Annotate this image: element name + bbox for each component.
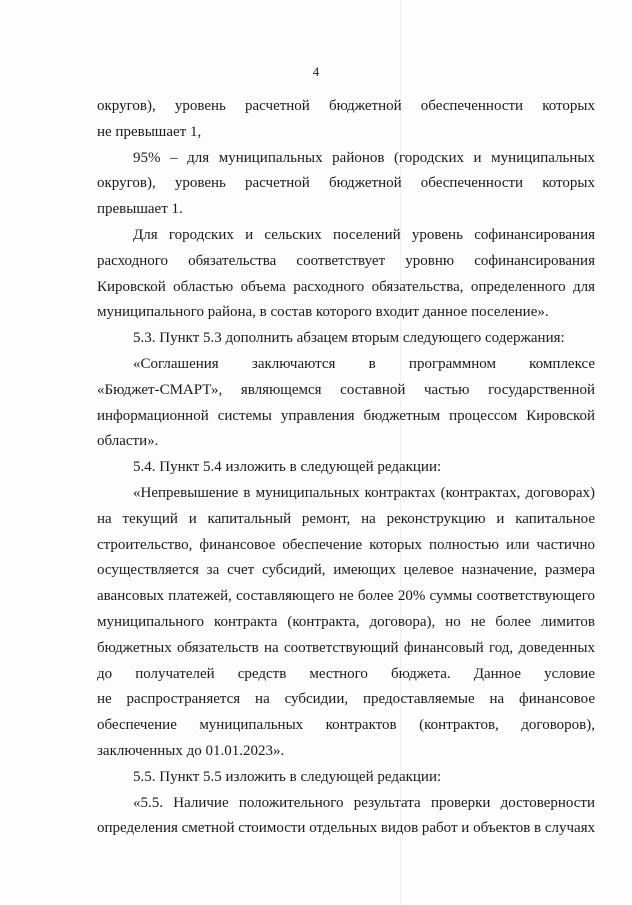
text-line: бюджетных обязательств на соответствующий финансовый год, доведенных xyxy=(97,639,595,656)
text-line: округов), уровень расчетной бюджетной обеспеченности которых xyxy=(97,98,595,114)
text-line: 5.5. Пункт 5.5 изложить в следующей редакции: xyxy=(133,768,442,785)
text-line: авансовых платежей, составляющего не более 20% суммы соответствующего xyxy=(97,588,595,605)
text-line: определения сметной стоимости отдельных видов работ и объектов в случаях xyxy=(97,820,596,837)
text-line: Для городских и сельских поселений уровень софинансирования xyxy=(133,226,595,243)
text-line: «Бюджет-СМАРТ», являющемся составной частью государственной xyxy=(97,381,595,398)
text-line: 5.3. Пункт 5.3 дополнить абзацем вторым следующего содержания: xyxy=(133,330,565,347)
text-line: округов), уровень расчетной бюджетной обеспеченности которых xyxy=(97,175,595,192)
text-line: Кировской областью объема расходного обязательства, определенного для xyxy=(97,278,595,295)
text-line: «Непревышение в муниципальных контрактах (контрактах, договорах) xyxy=(133,484,595,501)
text-line: «Соглашения заключаются в программном комплексе xyxy=(133,355,595,372)
text-line: муниципального контракта (контракта, договора), но не более лимитов xyxy=(97,613,595,630)
text-line: на текущий и капитальный ремонт, на реконструкцию и капитальное xyxy=(97,510,595,527)
text-line: до получателей средств местного бюджета. Данное условие xyxy=(97,665,595,682)
body-text xyxy=(97,94,595,842)
text-line: информационной системы управления бюджетным процессом Кировской xyxy=(97,407,595,424)
text-line: не превышает 1, xyxy=(97,123,202,140)
text-line: не распространяется на субсидии, предоставляемые на финансовое xyxy=(97,691,595,708)
text-line: 5.4. Пункт 5.4 изложить в следующей редакции: xyxy=(133,459,442,476)
text-line: превышает 1. xyxy=(97,201,183,218)
text-line: расходного обязательства соответствует уровню софинансирования xyxy=(97,252,595,269)
text-line: строительство, финансовое обеспечение которых полностью или частично xyxy=(97,536,595,553)
text-line: области». xyxy=(97,433,159,450)
page-number: 4 xyxy=(312,64,320,79)
text-line: 95% – для муниципальных районов (городских и муниципальных xyxy=(133,149,595,166)
text-line: «5.5. Наличие положительного результата проверки достоверности xyxy=(133,794,595,811)
text-line: обеспечение муниципальных контрактов (контрактов, договоров), xyxy=(97,717,595,734)
text-line: заключенных до 01.01.2023». xyxy=(97,742,285,759)
text-line: муниципального района, в состав которого входит данное поселение». xyxy=(97,304,549,321)
text-line: осуществляется за счет субсидий, имеющих целевое назначение, размера xyxy=(97,562,595,579)
